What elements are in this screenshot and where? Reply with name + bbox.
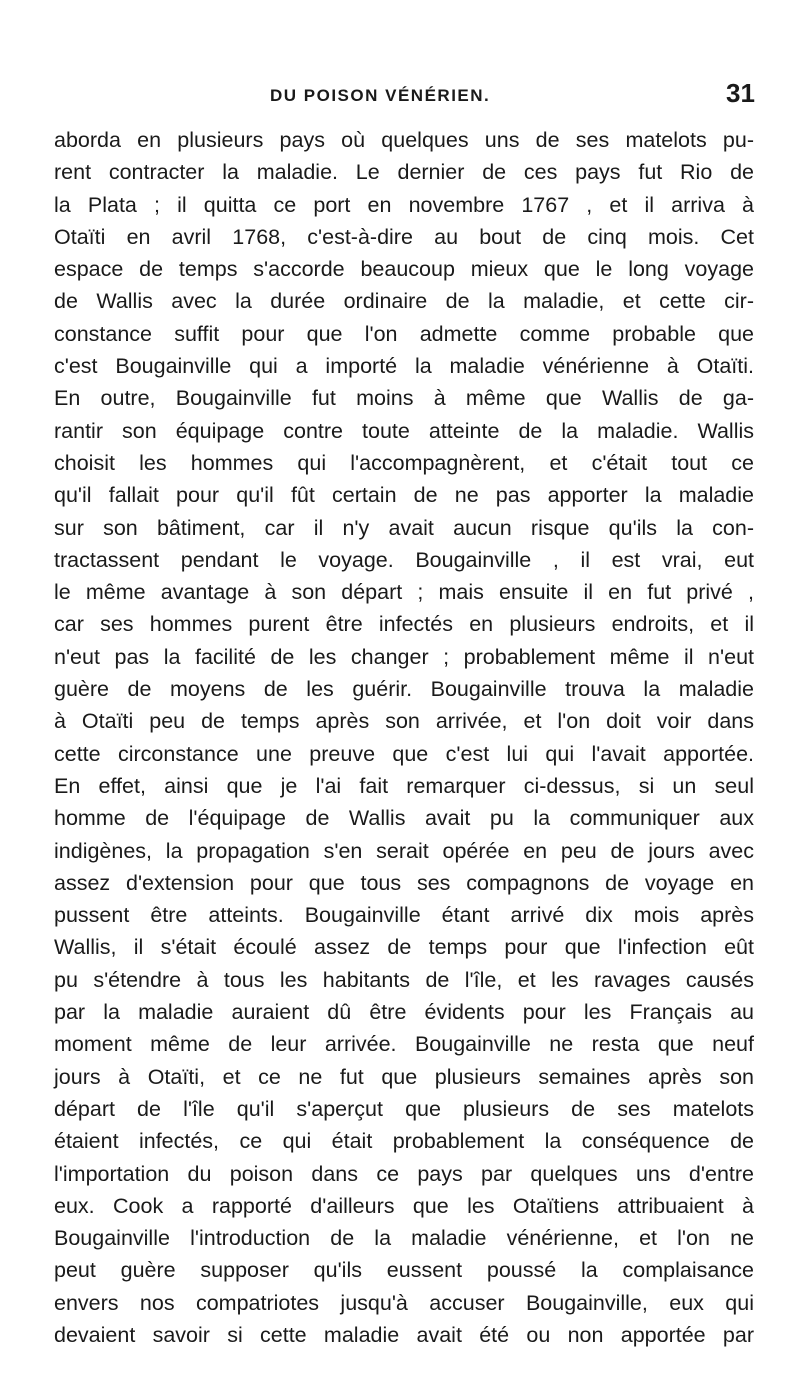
- text-line: En outre, Bougainville fut moins à même que Wallis de ga-: [54, 386, 754, 411]
- text-line: de Wallis avec la durée ordinaire de la maladie, et cette cir-: [54, 289, 754, 314]
- text-line: pu s'étendre à tous les habitants de l'île, et les ravages causés: [54, 967, 754, 992]
- text-line: pussent être atteints. Bougainville étant arrivé dix mois après: [54, 903, 754, 928]
- text-line: Wallis, il s'était écoulé assez de temps pour que l'infection eût: [54, 935, 754, 960]
- text-line: étaient infectés, ce qui était probablement la conséquence de: [54, 1129, 754, 1154]
- text-line: moment même de leur arrivée. Bougainville ne resta que neuf: [54, 1032, 754, 1057]
- text-line: départ de l'île qu'il s'aperçut que plusieurs de ses matelots: [54, 1096, 754, 1121]
- text-line: aborda en plusieurs pays où quelques uns de ses matelots pu-: [54, 128, 754, 152]
- text-line: Bougainville l'introduction de la maladie vénérienne, et l'on ne: [54, 1226, 754, 1251]
- text-line: cette circonstance une preuve que c'est lui qui l'avait apportée.: [54, 741, 754, 766]
- text-line: espace de temps s'accorde beaucoup mieux que le long voyage: [54, 257, 754, 282]
- text-line: indigènes, la propagation s'en serait opérée en peu de jours avec: [54, 838, 754, 863]
- text-line: rent contracter la maladie. Le dernier de ces pays fut Rio de: [54, 160, 754, 185]
- text-line: envers nos compatriotes jusqu'à accuser Bougainville, eux qui: [54, 1290, 754, 1315]
- text-line: En effet, ainsi que je l'ai fait remarquer ci-dessus, si un seul: [54, 773, 754, 798]
- text-line: le même avantage à son départ ; mais ensuite il en fut privé ,: [54, 580, 754, 605]
- text-line: qu'il fallait pour qu'il fût certain de ne pas apporter la maladie: [54, 483, 754, 508]
- text-line: Otaïti en avril 1768, c'est-à-dire au bout de cinq mois. Cet: [54, 224, 754, 249]
- text-line: eux. Cook a rapporté d'ailleurs que les Otaïtiens attribuaient à: [54, 1193, 754, 1218]
- text-line: peut guère supposer qu'ils eussent poussé la complaisance: [54, 1258, 754, 1283]
- text-line: rantir son équipage contre toute atteinte de la maladie. Wallis: [54, 418, 754, 443]
- text-line: tractassent pendant le voyage. Bougainville , il est vrai, eut: [54, 547, 754, 572]
- text-line: sur son bâtiment, car il n'y avait aucun risque qu'ils la con-: [54, 515, 754, 540]
- running-head: [0, 78, 800, 116]
- text-line: jours à Otaïti, et ce ne fut que plusieurs semaines après son: [54, 1064, 754, 1089]
- text-line: la Plata ; il quitta ce port en novembre 1767 , et il arriva à: [54, 192, 754, 217]
- page-number: 31: [726, 78, 755, 108]
- text-line: n'eut pas la facilité de les changer ; probablement même il n'eut: [54, 644, 754, 669]
- text-line: c'est Bougainville qui a importé la maladie vénérienne à Otaïti.: [54, 354, 754, 379]
- text-line: assez d'extension pour que tous ses compagnons de voyage en: [54, 870, 754, 895]
- text-line: par la maladie auraient dû être évidents pour les Français au: [54, 1000, 754, 1025]
- text-line: l'importation du poison dans ce pays par quelques uns d'entre: [54, 1161, 754, 1186]
- text-line: guère de moyens de les guérir. Bougainville trouva la maladie: [54, 677, 754, 702]
- body-text: [54, 124, 754, 1351]
- text-line: devaient savoir si cette maladie avait été ou non apportée par: [54, 1322, 754, 1347]
- text-line: car ses hommes purent être infectés en plusieurs endroits, et il: [54, 612, 754, 637]
- running-head-title: DU POISON VÉNÉRIEN.: [270, 86, 491, 105]
- text-line: choisit les hommes qui l'accompagnèrent, et c'était tout ce: [54, 450, 754, 475]
- text-line: homme de l'équipage de Wallis avait pu la communiquer aux: [54, 806, 754, 831]
- text-line: à Otaïti peu de temps après son arrivée, et l'on doit voir dans: [54, 709, 754, 734]
- text-line: constance suffit pour que l'on admette comme probable que: [54, 321, 754, 346]
